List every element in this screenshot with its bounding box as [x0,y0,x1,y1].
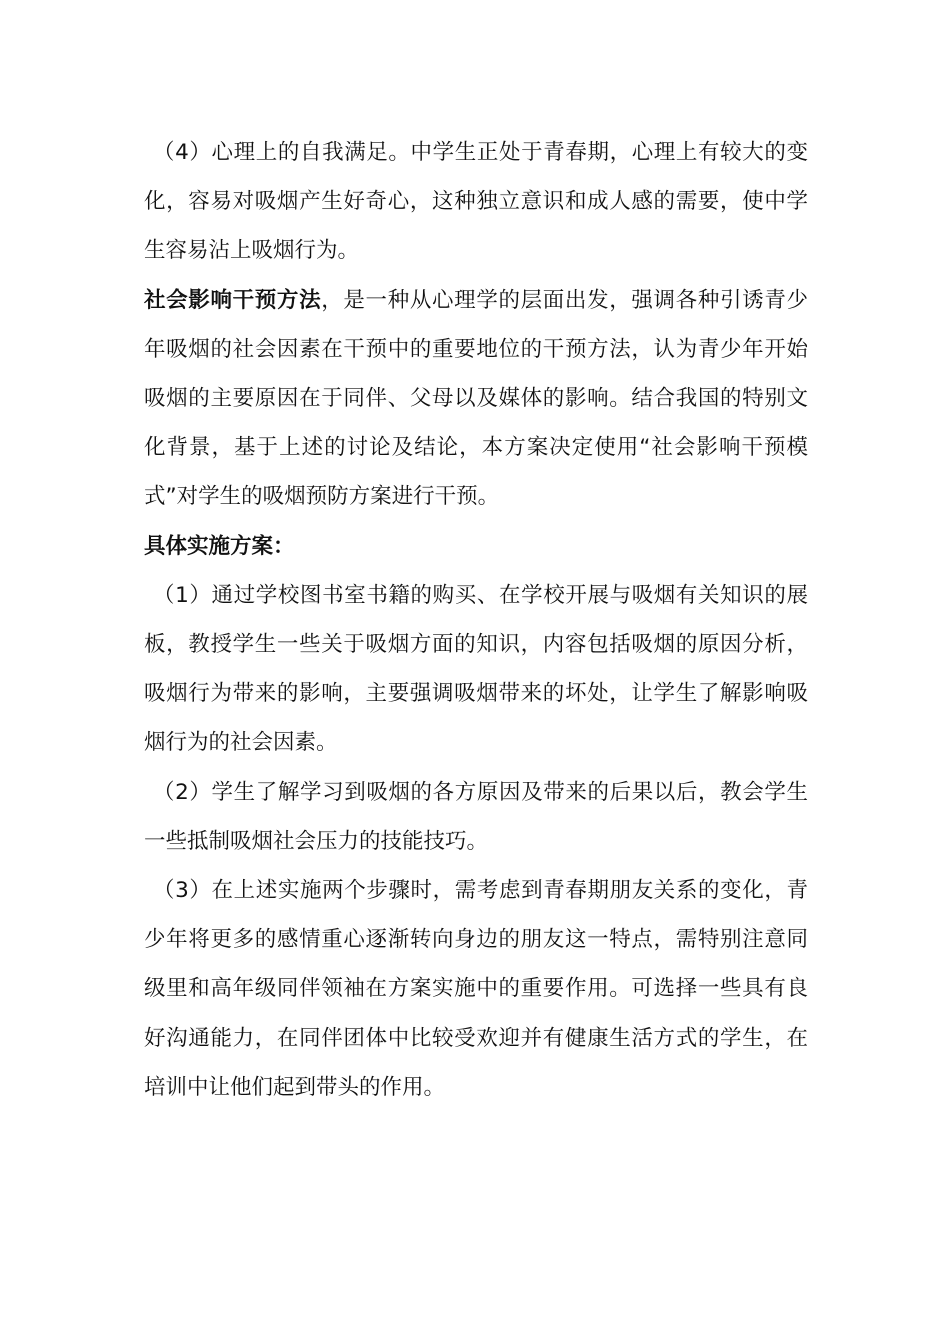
paragraph-bold-lead: 社会影响干预方法 [144,287,322,313]
paragraph-text: （4）心理上的自我满足。中学生正处于青春期，心理上有较大的变化，容易对吸烟产生好奇心，这种独立意识和成人感的需要，使中学生容易沾上吸烟行为。 [144,140,808,264]
paragraph-step-2 [144,768,808,866]
paragraph-bold-lead: 具体实施方案： [144,533,295,559]
paragraph-step-1 [144,571,808,768]
paragraph-psychological-satisfaction [144,128,808,276]
paragraph-step-3 [144,866,808,1112]
paragraph-social-influence-method [144,276,808,522]
paragraph-text: （2）学生了解学习到吸烟的各方原因及带来的后果以后，教会学生一些抵制吸烟社会压力的技能技巧。 [144,779,808,854]
section-heading-implementation-plan [144,522,808,571]
document-page [144,128,808,1112]
paragraph-text: ，是一种从心理学的层面出发，强调各种引诱青少年吸烟的社会因素在干预中的重要地位的干预方法，认为青少年开始吸烟的主要原因在于同伴、父母以及媒体的影响。结合我国的特别文化背景，基于上述的讨论及结论，本方案决定使用“社会影响干预模式”对学生的吸烟预防方案进行干预。 [144,287,808,510]
paragraph-text: （3）在上述实施两个步骤时，需考虑到青春期朋友关系的变化，青少年将更多的感情重心逐渐转向身边的朋友这一特点，需特别注意同级里和高年级同伴领袖在方案实施中的重要作用。可选择一些具有良好沟通能力，在同伴团体中比较受欢迎并有健康生活方式的学生，在培训中让他们起到带头的作用。 [144,878,808,1100]
paragraph-text: （1）通过学校图书室书籍的购买、在学校开展与吸烟有关知识的展板，教授学生一些关于吸烟方面的知识，内容包括吸烟的原因分析，吸烟行为带来的影响，主要强调吸烟带来的坏处，让学生了解影响吸烟行为的社会因素。 [144,582,808,756]
